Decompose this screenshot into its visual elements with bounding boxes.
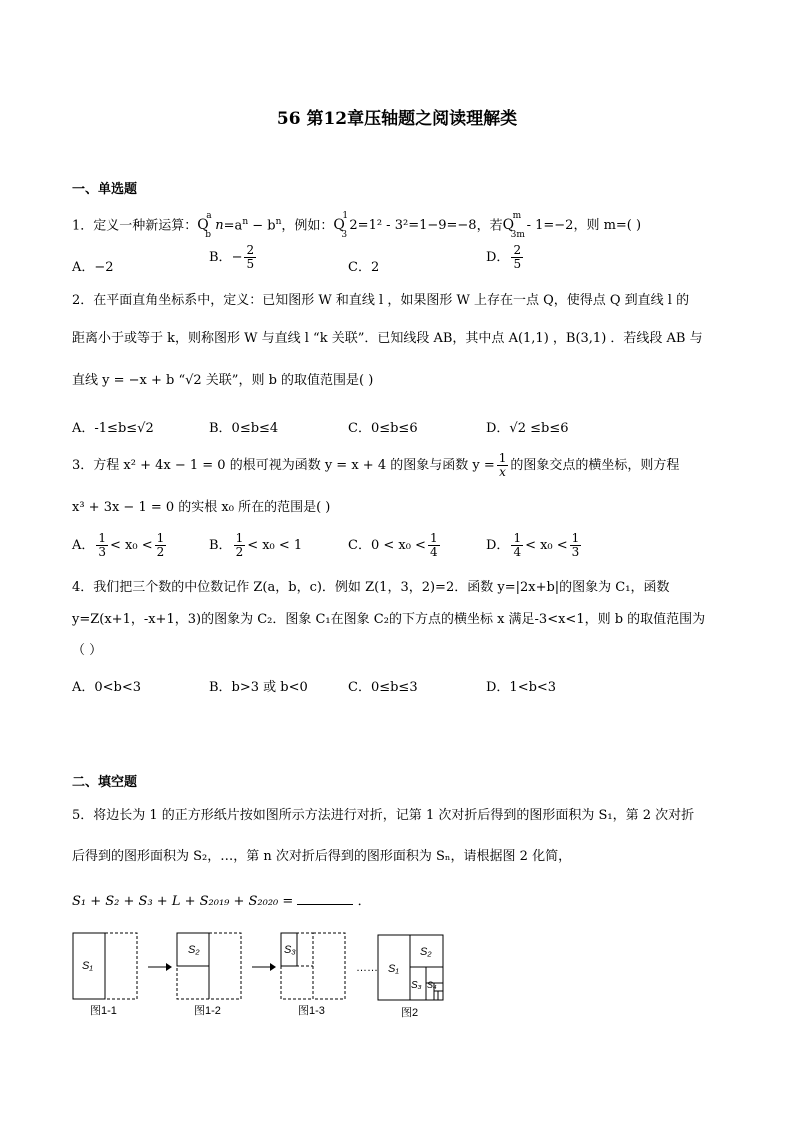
question-1: 1．定义一种新运算：Q b a $n=a^n - b^n$，例如：Q 3 1 2=1² - 3²=1−9=−8，若Q 3m m - 1=−2，则 m=( ) bbox=[72, 211, 642, 241]
fig2-s4: S₄ bbox=[427, 980, 437, 990]
q1-if: ，若 bbox=[476, 218, 503, 234]
figure-1-2 bbox=[177, 933, 241, 999]
section-heading-single-choice: 一、单选题 bbox=[72, 182, 138, 197]
q1-intro: 1．定义一种新运算： bbox=[72, 218, 198, 234]
folding-figures bbox=[70, 925, 460, 1020]
fig-ellipsis: …… bbox=[356, 962, 378, 974]
fig1-1-s1: S₁ bbox=[82, 960, 93, 972]
q3-option-d[interactable]: D． $\frac{1}{4}$ < x₀ < $\frac{1}{3}$ bbox=[486, 531, 580, 559]
q4-line-1: 4．我们把三个数的中位数记作 Z(a，b，c)．例如 Z(1，3，2)=2．函数 y=|2x+b|的图象为 C₁，函数 bbox=[72, 580, 670, 595]
q4-option-b[interactable]: B．b>3 或 b<0 bbox=[209, 680, 308, 695]
answer-blank[interactable] bbox=[297, 892, 353, 905]
q5-line-2: 后得到的图形面积为 S₂，…，第 n 次对折后得到的图形面积为 Sₙ，请根据图 2 化简， bbox=[72, 849, 572, 864]
q2-option-b[interactable]: B．0≤b≤4 bbox=[209, 421, 279, 436]
caption-fig1-3: 图1-3 bbox=[298, 1005, 325, 1017]
q1-option-b[interactable]: B．− $\frac{2}{5}$ bbox=[209, 243, 255, 271]
q4-option-a[interactable]: A．0<b<3 bbox=[72, 680, 142, 695]
q2-line-3: 直线 y = −x + b “√2 关联”，则 b 的取值范围是( ) bbox=[72, 373, 374, 388]
q2-option-d[interactable]: D．√2 ≤b≤6 bbox=[486, 421, 569, 436]
fig2-s2: S₂ bbox=[420, 946, 432, 958]
arrow-icon bbox=[148, 963, 172, 971]
q2-line-2: 距离小于或等于 k，则称图形 W 与直线 l “k 关联”．已知线段 AB，其中点 A(1,1) ，B(3,1) ．若线段 AB 与 bbox=[72, 331, 703, 346]
q4-option-d[interactable]: D．1<b<3 bbox=[486, 680, 557, 695]
q3-option-c[interactable]: C．0 < x₀ < $\frac{1}{4}$ bbox=[348, 531, 438, 559]
q1-example-calc: 2=1² - 3²=1−9=−8 bbox=[349, 218, 477, 234]
q4-line-3: （ ） bbox=[72, 643, 103, 658]
q3-option-b[interactable]: B． $\frac{1}{2}$ < x₀ < 1 bbox=[209, 531, 303, 559]
q1-condition: - 1=−2，则 m=( ) bbox=[526, 218, 642, 234]
fig1-3-s3: S₃ bbox=[284, 944, 296, 956]
q2-option-c[interactable]: C．0≤b≤6 bbox=[348, 421, 418, 436]
q1-option-d[interactable]: D． $\frac{2}{5}$ bbox=[486, 243, 522, 271]
arrow-icon bbox=[252, 963, 276, 971]
figure-1-3 bbox=[281, 933, 345, 999]
caption-fig1-2: 图1-2 bbox=[194, 1005, 221, 1017]
q5-line-3: S₁ + S₂ + S₃ + L + S₂₀₁₉ + S₂₀₂₀ = ． bbox=[72, 894, 371, 909]
section-heading-fill-blank: 二、填空题 bbox=[72, 775, 138, 790]
q4-option-c[interactable]: C．0≤b≤3 bbox=[348, 680, 418, 695]
fig2-s3: S₃ bbox=[411, 980, 422, 991]
q5-line-1: 5．将边长为 1 的正方形纸片按如图所示方法进行对折，记第 1 次对折后得到的图形面积为 S₁，第 2 次对折 bbox=[72, 808, 695, 823]
fig2-s1: S₁ bbox=[388, 963, 399, 975]
q1-option-a[interactable]: A．−2 bbox=[72, 260, 114, 275]
caption-fig2: 图2 bbox=[401, 1007, 419, 1019]
q3-line-2: x³ + 3x − 1 = 0 的实根 x₀ 所在的范围是( ) bbox=[72, 500, 331, 515]
q3-line-1: 3．方程 x² + 4x − 1 = 0 的根可视为函数 y = x + 4 的图象与函数 y = $\frac{1}{x}$ 的图象交点的横坐标，则方程 bbox=[72, 451, 680, 479]
fig1-1-dashed bbox=[105, 933, 137, 999]
figure-2 bbox=[378, 935, 443, 1000]
q1-example: ，例如： bbox=[281, 218, 334, 234]
caption-fig1-1: 图1-1 bbox=[90, 1005, 117, 1017]
figure-1-1 bbox=[73, 933, 137, 999]
q2-line-1: 2．在平面直角坐标系中，定义：已知图形 W 和直线 l ，如果图形 W 上存在一点 Q，使得点 Q 到直线 l 的 bbox=[72, 293, 690, 308]
q2-option-a[interactable]: A．-1≤b≤√2 bbox=[72, 421, 154, 436]
page-title: 56 第12章压轴题之阅读理解类 bbox=[276, 109, 518, 129]
q4-line-2: y=Z(x+1，-x+1，3)的图象为 C₂．图象 C₁在图象 C₂的下方点的横坐标 x 满足-3<x<1，则 b 的取值范围为 bbox=[72, 612, 706, 627]
q1-option-c[interactable]: C．2 bbox=[348, 260, 380, 275]
fig1-2-s2: S₂ bbox=[188, 944, 200, 956]
q3-option-a[interactable]: A． $\frac{1}{3}$ < x₀ < $\frac{1}{2}$ bbox=[72, 531, 165, 559]
